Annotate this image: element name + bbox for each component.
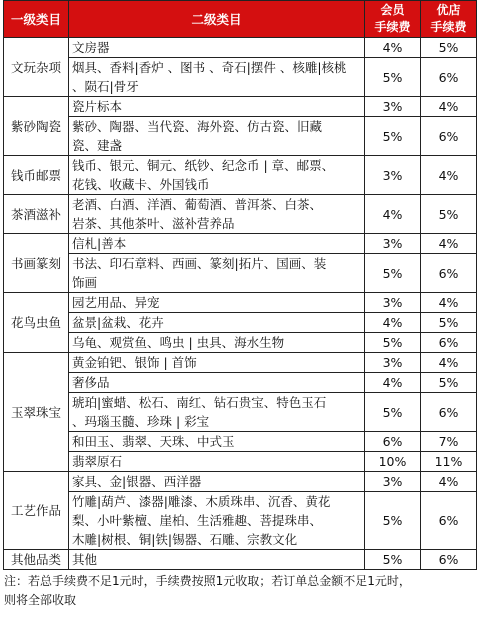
footnote [4,572,474,610]
level2-category-line: 书法、印石章料、西画、篆刻|拓片、国画、装 [72,256,327,271]
header-shop-fee-line2: 手续费 [430,20,467,34]
shop-fee-cell: 4% [421,353,477,373]
level2-category-line: 、陨石|骨牙 [72,79,139,94]
level2-category-line: 梨、小叶紫檀、崖柏、生活雅趣、菩提珠串、 [72,513,323,528]
level1-category-cell: 茶酒滋补 [4,195,69,234]
level2-category-cell [69,492,365,550]
level2-category-cell [69,333,365,353]
level1-category-cell: 文玩杂项 [4,38,69,97]
table-row [4,353,477,373]
member-fee-cell: 5% [365,254,421,293]
table-row [4,58,477,97]
level2-category-line: 木雕|树根、铜|铁|锡器、石雕、宗教文化 [72,532,298,547]
level2-category-cell [69,353,365,373]
member-fee-cell: 3% [365,234,421,254]
shop-fee-cell: 6% [421,393,477,432]
table-row [4,452,477,472]
shop-fee-cell: 4% [421,293,477,313]
level2-category-line: 乌龟、观赏鱼、鸣虫 | 虫具、海水生物 [72,335,285,350]
table-header-row [4,1,477,38]
table-row [4,333,477,353]
level2-category-cell [69,293,365,313]
shop-fee-cell: 4% [421,156,477,195]
level2-category-line: 饰画 [72,275,98,290]
shop-fee-cell: 6% [421,254,477,293]
member-fee-cell: 3% [365,353,421,373]
table-row [4,38,477,58]
level2-category-cell [69,58,365,97]
level2-category-line: 岩茶、其他茶叶、滋补营养品 [72,216,235,231]
level1-category-cell: 其他品类 [4,550,69,570]
table-body [4,38,477,570]
level2-category-cell [69,313,365,333]
level2-category-cell [69,472,365,492]
shop-fee-cell: 11% [421,452,477,472]
table-row [4,492,477,550]
member-fee-cell: 4% [365,195,421,234]
level2-category-line: 园艺用品、异宠 [72,295,160,310]
shop-fee-cell: 7% [421,432,477,452]
level2-category-line: 文房器 [72,40,110,55]
level1-category-cell: 玉翠珠宝 [4,353,69,472]
header-shop-fee [421,1,477,38]
level2-category-cell [69,373,365,393]
level1-category-cell: 花鸟虫鱼 [4,293,69,353]
shop-fee-cell: 5% [421,313,477,333]
level1-category-cell: 工艺作品 [4,472,69,550]
table-row [4,393,477,432]
level2-category-cell [69,234,365,254]
shop-fee-cell: 5% [421,373,477,393]
member-fee-cell: 5% [365,333,421,353]
level2-category-cell [69,550,365,570]
header-shop-fee-line1: 优店 [436,3,461,17]
level2-category-cell [69,117,365,156]
table-row [4,373,477,393]
level2-category-line: 、玛瑙玉髓、珍珠 | 彩宝 [72,414,210,429]
member-fee-cell: 3% [365,293,421,313]
level2-category-cell [69,97,365,117]
table-row [4,293,477,313]
member-fee-cell: 3% [365,156,421,195]
member-fee-cell: 4% [365,38,421,58]
shop-fee-cell: 4% [421,234,477,254]
member-fee-cell: 4% [365,313,421,333]
level1-category-cell: 钱币邮票 [4,156,69,195]
level1-category-cell: 紫砂陶瓷 [4,97,69,156]
table-row [4,156,477,195]
level2-category-line: 竹雕|葫芦、漆器|雕漆、木质珠串、沉香、黄花 [72,494,331,509]
table-row [4,313,477,333]
level2-category-line: 和田玉、翡翠、天珠、中式玉 [72,434,235,449]
level2-category-cell [69,38,365,58]
member-fee-cell: 3% [365,472,421,492]
level2-category-cell [69,432,365,452]
footnote-line: 注：若总手续费不足1元时，手续费按照1元收取；若订单总金额不足1元时， [4,574,411,588]
level1-category-cell: 书画篆刻 [4,234,69,293]
level2-category-cell [69,393,365,432]
level2-category-line: 信札|善本 [72,236,127,251]
shop-fee-cell: 6% [421,550,477,570]
header-level2-category: 二级类目 [69,1,365,38]
table-row [4,550,477,570]
table-row [4,234,477,254]
member-fee-cell: 4% [365,373,421,393]
shop-fee-cell: 6% [421,117,477,156]
level2-category-line: 家具、金|银器、西洋器 [72,474,202,489]
shop-fee-cell: 6% [421,492,477,550]
member-fee-cell: 5% [365,393,421,432]
member-fee-cell: 5% [365,117,421,156]
header-member-fee [365,1,421,38]
level2-category-line: 老酒、白酒、洋酒、葡萄酒、普洱茶、白茶、 [72,197,323,212]
shop-fee-cell: 5% [421,195,477,234]
table-row [4,97,477,117]
level2-category-line: 翡翠原石 [72,454,123,469]
level2-category-cell [69,254,365,293]
shop-fee-cell: 6% [421,333,477,353]
level2-category-line: 花钱、收藏卡、外国钱币 [72,177,210,192]
header-level1-category: 一级类目 [4,1,69,38]
level2-category-line: 瓷片标本 [72,99,123,114]
member-fee-cell: 3% [365,97,421,117]
level2-category-line: 紫砂、陶器、当代瓷、海外瓷、仿古瓷、旧藏 [72,119,323,134]
table-row [4,432,477,452]
header-member-fee-line1: 会员 [380,3,405,17]
table-row [4,254,477,293]
shop-fee-cell: 4% [421,472,477,492]
level2-category-line: 钱币、银元、铜元、纸钞、纪念币 | 章、邮票、 [72,158,335,173]
member-fee-cell: 10% [365,452,421,472]
header-member-fee-line2: 手续费 [374,20,411,34]
level2-category-line: 盆景|盆栽、花卉 [72,315,164,330]
level2-category-line: 黄金铂钯、银饰 | 首饰 [72,355,197,370]
level2-category-line: 奢侈品 [72,375,110,390]
table-row [4,195,477,234]
table-row [4,472,477,492]
level2-category-cell [69,156,365,195]
level2-category-cell [69,195,365,234]
table-row [4,117,477,156]
footnote-line: 则将全部收取 [4,593,77,607]
level2-category-line: 烟具、香料|香炉 、图书 、奇石|摆件 、核雕|核桃 [72,60,347,75]
shop-fee-cell: 6% [421,58,477,97]
level2-category-cell [69,452,365,472]
level2-category-line: 琥珀|蜜蜡、松石、南红、钻石贵宝、特色玉石 [72,395,327,410]
member-fee-cell: 5% [365,550,421,570]
fee-table [3,0,477,570]
level2-category-line: 其他 [72,552,98,567]
shop-fee-cell: 5% [421,38,477,58]
member-fee-cell: 6% [365,432,421,452]
member-fee-cell: 5% [365,492,421,550]
level2-category-line: 瓷、建盏 [72,138,123,153]
member-fee-cell: 5% [365,58,421,97]
shop-fee-cell: 4% [421,97,477,117]
